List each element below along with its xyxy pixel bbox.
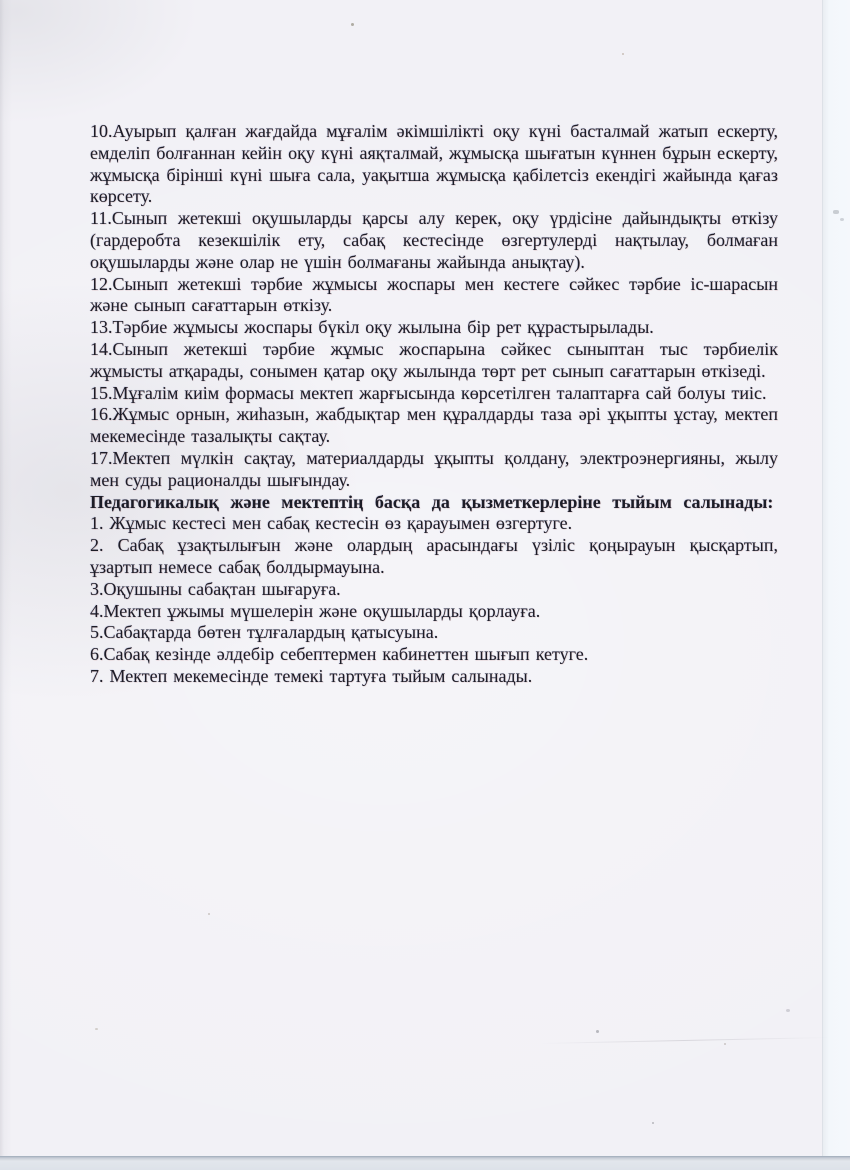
scanner-right-margin — [822, 0, 850, 1170]
prohibition-item-4: 4.Мектеп ұжымы мүшелерін және оқушыларды қорлауға. — [90, 600, 541, 621]
document-text — [90, 121, 778, 688]
prohibition-item-3: 3.Оқушыны сабақтан шығаруға. — [90, 578, 341, 599]
prohibition-item-5: 5.Сабақтарда бөтен тұлғалардың қатысуына. — [90, 622, 439, 643]
prohibition-item-7: 7. Мектеп мекемесінде темекі тартуға тыйым салынады. — [90, 665, 533, 686]
rule-item-16: 16.Жұмыс орнын, жиһазын, жабдықтар мен құралдарды таза әрі ұқыпты ұстау, мектеп мекемесінде тазалықты сақтау. — [90, 404, 778, 447]
rule-item-10: 10.Ауырып қалған жағдайда мұғалім әкімшілікті оқу күні басталмай жатып ескерту, емделіп болғаннан кейін оқу күні аяқталмай, жұмысқа шығатын күннен бұрын ескерту, жұмысқа бірінші күні шыға сала, уақытша жұмысқа қабілетсіз екендігі жайында қағаз көрсету. — [90, 121, 778, 207]
prohibitions-heading: Педагогикалық және мектептің басқа да қызметкерлеріне тыйым салынады: — [90, 491, 774, 512]
rule-item-17: 17.Мектеп мүлкін сақтау, материалдарды ұқыпты қолдану, электроэнергияны, жылу мен суды рационалды шығындау. — [90, 447, 778, 490]
prohibition-item-6: 6.Сабақ кезінде әлдебір себептермен кабинеттен шығып кетуге. — [90, 644, 589, 665]
prohibition-item-2: 2. Сабақ ұзақтылығын және олардың арасындағы үзіліс қоңырауын қысқартып, ұзартып немесе сабақ болдырмауына. — [90, 535, 778, 577]
rule-item-12: 12.Сынып жетекші тәрбие жұмысы жоспары мен кестеге сәйкес тәрбие іс-шарасын және сынып сағаттарын өткізу. — [90, 273, 778, 316]
rule-item-11: 11.Сынып жетекші оқушыларды қарсы алу керек, оқу үрдісіне дайындықты өткізу (гардеробта кезекшілік ету, сабақ кестесінде өзгертулерді нақтылау, болмаған оқушыларды және олар не үшін болмағаны жайында анықтау). — [90, 208, 778, 272]
scanner-bottom-edge — [0, 1156, 850, 1170]
rule-item-15: 15.Мұғалім киім формасы мектеп жарғысында көрсетілген талаптарға сай болуы тиіс. — [90, 382, 767, 403]
prohibition-item-1: 1. Жұмыс кестесі мен сабақ кестесін өз қарауымен өзгертуге. — [90, 513, 573, 534]
rule-item-14: 14.Сынып жетекші тәрбие жұмыс жоспарына сәйкес сыныптан тыс тәрбиелік жұмысты атқарады, сонымен қатар оқу жылында төрт рет сынып сағаттарын өткізеді. — [90, 338, 778, 381]
rule-item-13: 13.Тәрбие жұмысы жоспары бүкіл оқу жылына бір рет құрастырылады. — [90, 317, 654, 338]
